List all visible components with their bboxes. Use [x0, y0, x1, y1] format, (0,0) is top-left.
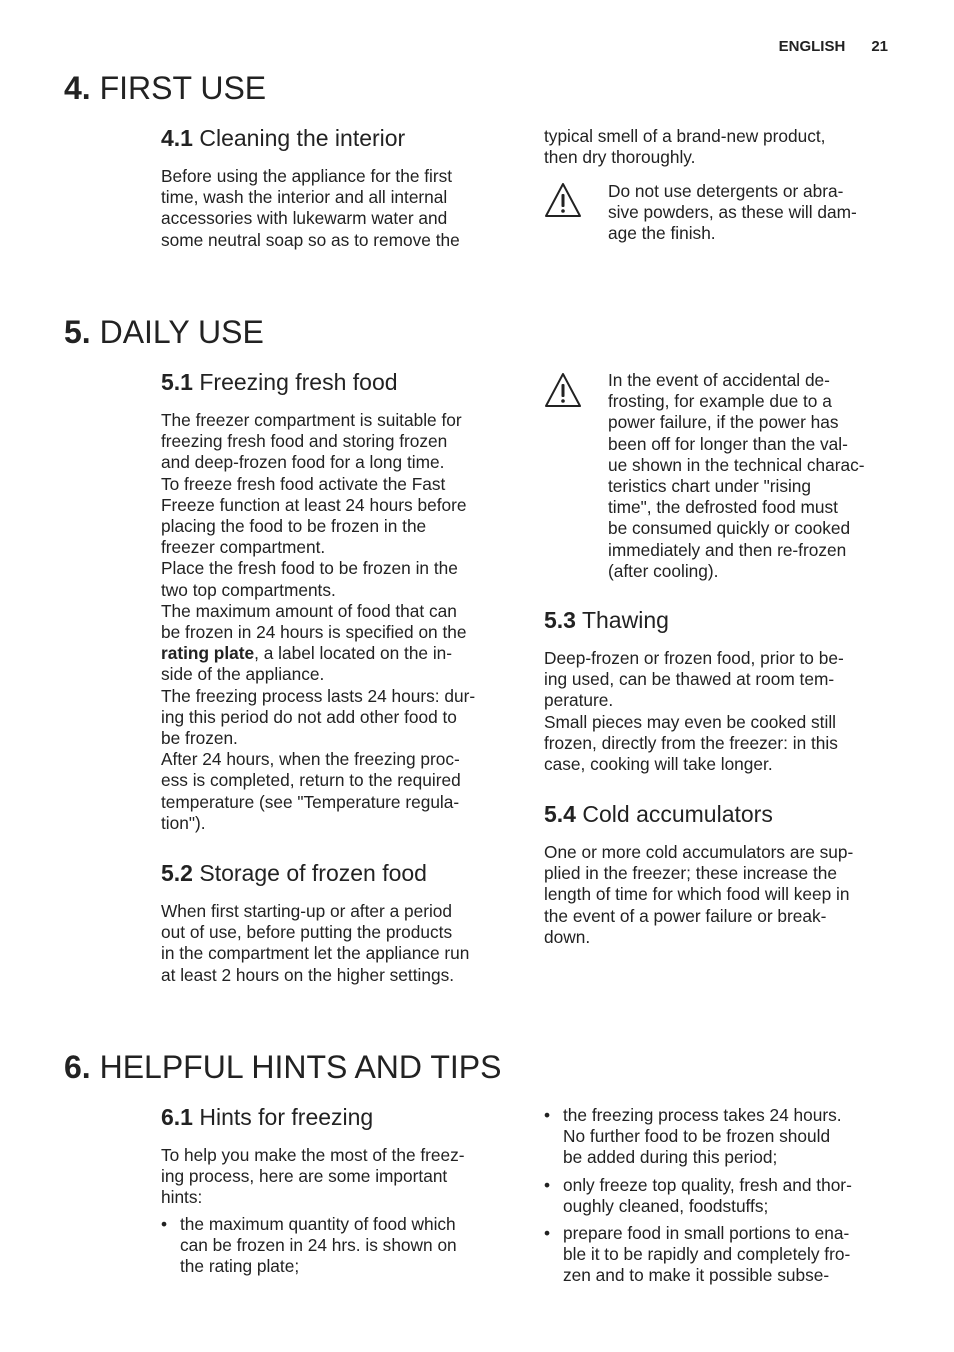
- bullet-glyph: •: [544, 1223, 551, 1244]
- list-item-text: the maximum quantity of food which can be frozen in 24 hrs. is shown on the rating plate;: [180, 1214, 457, 1277]
- section-number: 6.: [64, 1049, 91, 1085]
- subsection-number: 5.3: [544, 607, 576, 633]
- cleaning-paragraph-right: typical smell of a brand-new product, then dry thoroughly.: [544, 126, 826, 168]
- subsection-heading-cold-accumulators: [544, 800, 773, 828]
- cold-accumulators-paragraph: One or more cold accumulators are sup- plied in the freezer; these increase the length of time for which food will keep in the event of a power failure or break- down.: [544, 842, 854, 947]
- list-item: [544, 1175, 852, 1217]
- page-number: 21: [871, 38, 888, 55]
- warning-text-defrosting: In the event of accidental de- frosting, for example due to a power failure, if the power has been off for longer than the val- ue shown in the technical charac- teristics chart under "rising time", the defrosted food must be consumed quickly or cooked immediately and then re-frozen (after cooling).: [608, 370, 865, 581]
- subsection-heading-thawing: [544, 606, 669, 634]
- subsection-heading-cleaning: [161, 124, 405, 152]
- hints-list-right: [544, 1105, 852, 1293]
- thawing-paragraph: Deep-frozen or frozen food, prior to be- ing used, can be thawed at room tem- perature. Small pieces may even be cooked still frozen, directly from the freezer: in this case, cooking will take longer.: [544, 648, 844, 775]
- subsection-title: Cleaning the interior: [199, 125, 406, 151]
- subsection-number: 5.4: [544, 801, 576, 827]
- subsection-title: Hints for freezing: [199, 1104, 374, 1130]
- list-item-text: only freeze top quality, fresh and thor- oughly cleaned, foodstuffs;: [563, 1174, 852, 1216]
- bullet-glyph: •: [544, 1174, 551, 1195]
- warning-text-detergents: Do not use detergents or abra- sive powders, as these will dam- age the finish.: [608, 181, 857, 244]
- subsection-number: 4.1: [161, 125, 193, 151]
- section-heading-helpful-hints: [64, 1049, 501, 1085]
- rating-plate-term: rating plate: [161, 643, 255, 664]
- list-item-text: prepare food in small portions to ena- ble it to be rapidly and completely fro- zen and to make it possible subse-: [563, 1223, 851, 1286]
- freezing-rating-plate-line: [161, 643, 452, 664]
- cleaning-paragraph-left: Before using the appliance for the first time, wash the interior and all internal accessories with lukewarm water and some neutral soap so as to remove the: [161, 166, 460, 250]
- page-header: [779, 38, 888, 55]
- rating-plate-suffix: , a label located on the in-: [254, 643, 453, 664]
- bullet-glyph: •: [544, 1105, 551, 1125]
- subsection-number: 6.1: [161, 1104, 193, 1130]
- section-number: 5.: [64, 314, 91, 350]
- warning-triangle-icon: [544, 372, 582, 408]
- subsection-title: Cold accumulators: [582, 801, 773, 827]
- list-item: [161, 1214, 457, 1278]
- freezing-paragraph-part2: side of the appliance. The freezing process lasts 24 hours: dur- ing this period do not add other food to be frozen. After 24 hours, when the freezing proc- ess is completed, return to the required temperature (see "Temperature regula- tion").: [161, 664, 476, 833]
- section-title: FIRST USE: [99, 70, 267, 106]
- warning-triangle-icon: [544, 182, 582, 218]
- subsection-title: Freezing fresh food: [199, 369, 398, 395]
- freezing-paragraph-part1: The freezer compartment is suitable for freezing fresh food and storing frozen and deep-frozen food for a long time. To freeze fresh food activate the Fast Freeze function at least 24 hours before placing the food to be frozen in the freezer compartment. Place the fresh food to be frozen in the two top compartments. The maximum amount of food that can be frozen in 24 hours is specified on the: [161, 410, 467, 643]
- subsection-number: 5.1: [161, 369, 193, 395]
- subsection-heading-hints: [161, 1103, 373, 1131]
- list-item: [544, 1105, 852, 1169]
- subsection-heading-storage: [161, 859, 427, 887]
- language-label: ENGLISH: [778, 38, 846, 55]
- section-heading-first-use: [64, 70, 266, 106]
- hints-intro-paragraph: To help you make the most of the freez- ing process, here are some important hints:: [161, 1145, 465, 1208]
- list-item-text: the freezing process takes 24 hours. No further food to be frozen should be added during this period;: [563, 1105, 842, 1168]
- section-title: HELPFUL HINTS AND TIPS: [99, 1049, 502, 1085]
- subsection-title: Storage of frozen food: [199, 860, 427, 886]
- section-heading-daily-use: [64, 314, 264, 350]
- subsection-title: Thawing: [581, 607, 669, 633]
- hints-list-left: [161, 1214, 457, 1284]
- section-title: DAILY USE: [99, 314, 264, 350]
- storage-paragraph: When first starting-up or after a period out of use, before putting the products in the compartment let the appliance run at least 2 hours on the higher settings.: [161, 901, 470, 985]
- subsection-number: 5.2: [161, 860, 193, 886]
- list-item: [544, 1223, 852, 1287]
- bullet-glyph: •: [161, 1214, 168, 1234]
- section-number: 4.: [64, 70, 91, 106]
- subsection-heading-freezing: [161, 368, 398, 396]
